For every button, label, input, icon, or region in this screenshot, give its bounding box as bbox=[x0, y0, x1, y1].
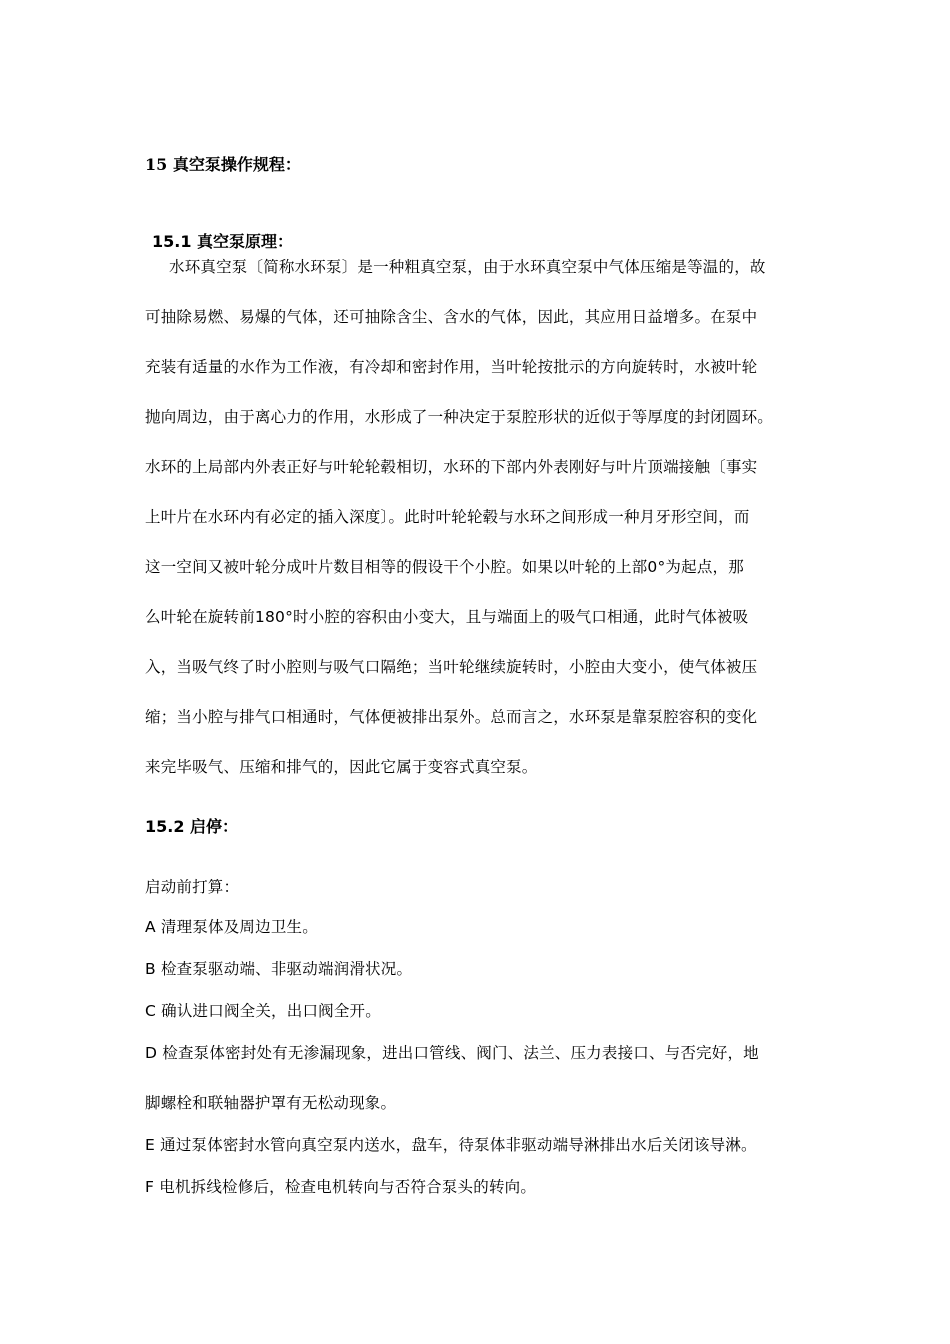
principle-line: 充装有适量的水作为工作液，有冷却和密封作用，当叶轮按批示的方向旋转时，水被叶轮 bbox=[145, 358, 758, 376]
principle-line: 么叶轮在旋转前180°时小腔的容积由小变大，且与端面上的吸气口相通，此时气体被吸 bbox=[145, 608, 749, 626]
principle-line: 抛向周边，由于离心力的作用，水形成了一种决定于泵腔形状的近似于等厚度的封闭圆环。 bbox=[145, 408, 774, 426]
checklist-item: A 清理泵体及周边卫生。 bbox=[145, 918, 318, 936]
checklist-item: F 电机拆线检修后，检查电机转向与否符合泵头的转向。 bbox=[145, 1178, 537, 1196]
start-stop-heading: 15.2 启停： bbox=[145, 817, 239, 836]
checklist-item-continued: 脚螺栓和联轴器护罩有无松动现象。 bbox=[145, 1094, 397, 1112]
principle-line: 这一空间又被叶轮分成叶片数目相等的假设干个小腔。如果以叶轮的上部0°为起点，那 bbox=[145, 558, 744, 576]
principle-line: 缩；当小腔与排气口相通时，气体便被排出泵外。总而言之，水环泵是靠泵腔容积的变化 bbox=[145, 708, 758, 726]
principle-line: 来完毕吸气、压缩和排气的，因此它属于变容式真空泵。 bbox=[145, 758, 538, 776]
principle-line: 水环真空泵〔简称水环泵〕是一种粗真空泵，由于水环真空泵中气体压缩是等温的，故 bbox=[169, 258, 766, 276]
start-stop-intro: 启动前打算： bbox=[145, 878, 240, 896]
principle-heading: 15.1 真空泵原理： bbox=[152, 232, 294, 251]
principle-line: 可抽除易燃、易爆的气体，还可抽除含尘、含水的气体，因此，其应用日益增多。在泵中 bbox=[145, 308, 758, 326]
section-title: 15 真空泵操作规程： bbox=[145, 155, 301, 174]
principle-line: 水环的上局部内外表正好与叶轮轮毂相切，水环的下部内外表刚好与叶片顶端接触〔事实 bbox=[145, 458, 758, 476]
principle-line: 入，当吸气终了时小腔则与吸气口隔绝；当叶轮继续旋转时，小腔由大变小，使气体被压 bbox=[145, 658, 758, 676]
checklist-item: C 确认进口阀全关，出口阀全开。 bbox=[145, 1002, 381, 1020]
checklist-item: D 检查泵体密封处有无渗漏现象，进出口管线、阀门、法兰、压力表接口、与否完好，地 bbox=[145, 1044, 759, 1062]
principle-line: 上叶片在水环内有必定的插入深度〕。此时叶轮轮毂与水环之间形成一种月牙形空间，而 bbox=[145, 508, 750, 526]
checklist-item: B 检查泵驱动端、非驱动端润滑状况。 bbox=[145, 960, 413, 978]
checklist-item: E 通过泵体密封水管向真空泵内送水，盘车，待泵体非驱动端导淋排出水后关闭该导淋。 bbox=[145, 1136, 757, 1154]
